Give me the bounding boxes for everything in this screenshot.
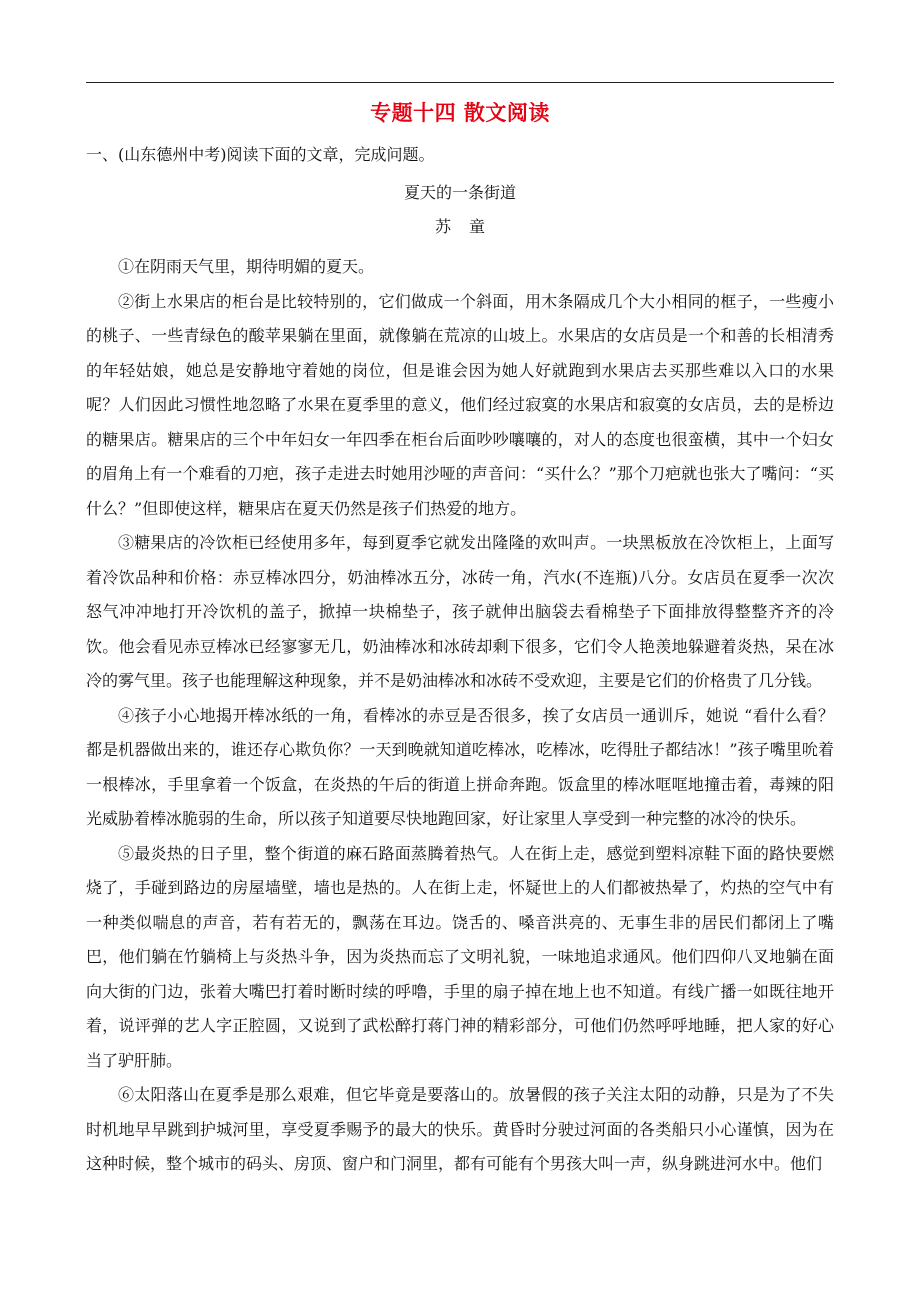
paragraph-4: ④孩子小心地揭开棒冰纸的一角，看棒冰的赤豆是否很多，挨了女店员一通训斥，她说 “看什么看？都是机器做出来的，谁还存心欺负你？一天到晚就知道吃棒冰，吃棒冰，吃得肚子都结冰！”孩子嘴里吮着一根棒冰，手里拿着一个饭盒，在炎热的午后的街道上拼命奔跑。饭盒里的棒冰哐哐地撞击着，毒辣的阳光威胁着棒冰脆弱的生命，所以孩子知道要尽快地跑回家，好让家里人享受到一种完整的冰冷的快乐。: [86, 705, 834, 828]
paragraph-3: ③糖果店的冷饮柜已经使用多年，每到夏季它就发出隆隆的欢叫声。一块黑板放在冷饮柜上，上面写着冷饮品种和价格：赤豆棒冰四分，奶油棒冰五分，冰砖一角，汽水(不连瓶)八分。女店员在夏季一次次怒气冲冲地打开冷饮机的盖子，掀掉一块棉垫子，孩子就伸出脑袋去看棉垫子下面排放得整整齐齐的冷饮。他会看见赤豆棒冰已经寥寥无几，奶油棒冰和冰砖却剩下很多，它们令人艳羡地躲避着炎热，呆在冰冷的雾气里。孩子也能理解这种现象，并不是奶油棒冰和冰砖不受欢迎，主要是它们的价格贵了几分钱。: [86, 533, 834, 690]
paragraph-2: ②街上水果店的柜台是比较特别的，它们做成一个斜面，用木条隔成几个大小相同的框子，一些瘦小的桃子、一些青绿色的酸苹果躺在里面，就像躺在荒凉的山坡上。水果店的女店员是一个和善的长相清秀的年轻姑娘，她总是安静地守着她的岗位，但是谁会因为她人好就跑到水果店去买那些难以入口的水果呢？人们因此习惯性地忽略了水果在夏季里的意义，他们经过寂寞的水果店和寂寞的女店员，去的是桥边的糖果店。糖果店的三个中年妇女一年四季在柜台后面吵吵嚷嚷的，对人的态度也很蛮横，其中一个妇女的眉角上有一个难看的刀疤，孩子走进去时她用沙哑的声音问：“买什么？”那个刀疤就也张大了嘴问：“买什么？”但即使这样，糖果店在夏天仍然是孩子们热爱的地方。: [86, 291, 834, 518]
paragraph-5: ⑤最炎热的日子里，整个街道的麻石路面蒸腾着热气。人在街上走，感觉到塑料凉鞋下面的路快要燃烧了，手碰到路边的房屋墙壁，墙也是热的。人在街上走，怀疑世上的人们都被热晕了，灼热的空气中有一种类似喘息的声音，若有若无的，飘荡在耳边。饶舌的、嗓音洪亮的、无事生非的居民们都闭上了嘴巴，他们躺在竹躺椅上与炎热斗争，因为炎热而忘了文明礼貌，一味地追求通风。他们四仰八叉地躺在面向大街的门边，张着大嘴巴打着时断时续的呼噜，手里的扇子掉在地上也不知道。有线广播一如既往地开着，说评弹的艺人字正腔圆，又说到了武松醉打蒋门神的精彩部分，可他们仍然呼呼地睡，把人家的好心当了驴肝肺。: [86, 843, 834, 1070]
paragraph-6: ⑥太阳落山在夏季是那么艰难，但它毕竟是要落山的。放暑假的孩子关注太阳的动静，只是为了不失时机地早早跳到护城河里，享受夏季赐予的最大的快乐。黄昏时分驶过河面的各类船只小心谨慎，因为在这种时候，整个城市的码头、房顶、窗户和门洞里，都有可能有个男孩大叫一声，纵身跳进河水中。他们: [86, 1085, 834, 1173]
page-title: 专题十四 散文阅读: [370, 101, 550, 125]
essay-body: [86, 250, 834, 1182]
paragraph-1: ①在阴雨天气里，期待明媚的夏天。: [118, 257, 375, 276]
question-intro: 一、(山东德州中考)阅读下面的文章，完成问题。: [86, 145, 435, 164]
essay-author: 苏童: [434, 217, 503, 236]
header-rule: [86, 82, 834, 83]
essay-title: 夏天的一条街道: [403, 183, 516, 202]
